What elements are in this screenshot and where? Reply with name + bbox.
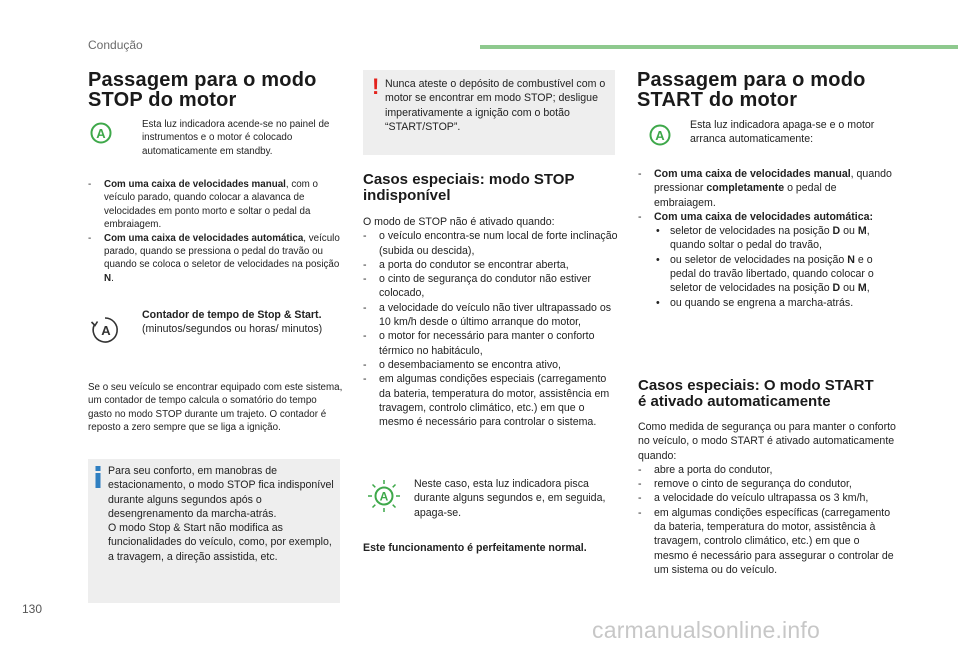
list-item: - abre a porta do condutor,: [638, 463, 773, 476]
list-intro: O modo de STOP não é ativado quando:: [363, 216, 555, 228]
stop-start-blink-icon: [364, 478, 404, 514]
counter-description: Se o seu veículo se encontrar equipado com este sistema, um contador de tempo calcula o somatório do tempo gasto no modo STOP durante um trajeto. O contador é reposto a zero sempre que se liga a ignição.: [88, 382, 343, 434]
info-box: [88, 459, 340, 603]
counter-subtitle: (minutos/segundos ou horas/ minutos): [142, 323, 323, 336]
sub-list-item: • seletor de velocidades na posição D ou M, quando soltar o pedal do travão,: [656, 225, 870, 252]
warning-text: Nunca ateste o depósito de combustível com o motor se encontrar em modo STOP; desligue imperativamente a ignição com o botão “START/STOP”.: [385, 78, 606, 133]
list-item: - o desembaciamento se encontra ativo,: [363, 358, 561, 371]
list-item: - remove o cinto de segurança do condutor,: [638, 478, 852, 491]
list-item: - Com uma caixa de velocidades automática:: [638, 210, 874, 223]
info-paragraph: O modo Stop & Start não modifica as funcionalidades do veículo, como, por exemplo, a travagem, a direção assistida, etc.: [108, 522, 332, 563]
svg-text:A: A: [96, 126, 106, 141]
section-title-stop-unavailable: Casos especiais: modo STOP indisponível: [363, 171, 575, 204]
section-title-stop: Passagem para o modo STOP do motor: [88, 69, 317, 111]
stop-indicator-text: Esta luz indicadora acende-se no painel de instrumentos e o motor é colocado automaticamente em standby.: [142, 119, 330, 157]
section-title-start-auto: Casos especiais: O modo START é ativado automaticamente: [638, 377, 874, 410]
info-paragraph: Para seu conforto, em manobras de estacionamento, o modo STOP fica indisponível durante alguns segundos após o desengrenamento da marcha-atrás.: [108, 465, 334, 520]
warning-icon: !: [372, 74, 380, 99]
warning-box: [363, 70, 615, 155]
stop-timer-icon: [89, 315, 121, 345]
stop-conditions-list: [88, 178, 343, 285]
stop-unavailable-list: [363, 215, 621, 429]
list-item: - a porta do condutor se encontrar aberta,: [363, 258, 569, 271]
stop-start-a-icon: [88, 122, 114, 144]
list-item: - em algumas condições especiais (carregamento da bateria, temperatura do motor, assistência em travagem, controlo climático, etc.) em que o mesmo é necessário para controlar o sistema.: [363, 373, 610, 429]
list-item: - Com uma caixa de velocidades manual, com o veículo parado, quando colocar a alavanca de velocidades em ponto morto e soltar o pedal da embraiagem.: [88, 179, 318, 231]
list-item: - o veículo encontra-se num local de forte inclinação (subida ou descida),: [363, 230, 618, 257]
chapter-title: Condução: [88, 38, 143, 52]
svg-text:A: A: [379, 489, 389, 504]
start-indicator-text: Esta luz indicadora apaga-se e o motor arranca automaticamente:: [690, 119, 875, 146]
list-item: - o cinto de segurança do condutor não estiver colocado,: [363, 273, 592, 300]
stop-start-a-icon: [647, 124, 673, 146]
watermark: carmanualsonline.info: [592, 617, 820, 643]
page-number: 130: [22, 602, 43, 616]
section-title-start: Passagem para o modo START do motor: [637, 69, 866, 111]
normal-operation-text: Este funcionamento é perfeitamente normal.: [363, 542, 587, 554]
sub-list-item: • ou seletor de velocidades na posição N e o pedal do travão libertado, quando colocar o seletor de velocidades na posição D ou M,: [656, 253, 874, 295]
list-item: - a velocidade do veículo ultrapassa os 3 km/h,: [638, 492, 869, 505]
blink-indicator-text: Neste caso, esta luz indicadora pisca durante alguns segundos e, em seguida, apaga-se.: [414, 478, 606, 519]
header-bar: [480, 45, 958, 49]
sub-list-item: • ou quando se engrena a marcha-atrás.: [656, 296, 854, 309]
list-item: - Com uma caixa de velocidades automática, veículo parado, quando se pressiona o pedal do travão ou quando se coloca o seletor de velocidades na posição N.: [88, 232, 340, 284]
list-item: - a velocidade do veículo não tiver ultrapassado os 10 km/h desde o último arranque do motor,: [363, 301, 612, 329]
svg-text:A: A: [655, 128, 665, 143]
counter-title: Contador de tempo de Stop & Start.: [142, 309, 322, 321]
info-icon: [95, 466, 101, 488]
list-intro: Como medida de segurança ou para manter o conforto no veículo, o modo START é ativado automaticamente quando:: [638, 421, 896, 462]
svg-text:A: A: [101, 323, 111, 338]
start-auto-list: [638, 420, 896, 577]
list-item: - o motor for necessário para manter o conforto térmico no habitáculo,: [363, 330, 595, 357]
list-item: - Com uma caixa de velocidades manual, quando pressionar completamente o pedal de embraiagem.: [638, 168, 892, 209]
stop-counter-label: [142, 308, 332, 337]
list-item: - em algumas condições específicas (carregamento da bateria, temperatura do motor, assistência à travagem, controlo climático, etc.) em que o mesmo é necessário para assegurar o controlar de um sistema ou do veículo.: [638, 506, 894, 576]
start-conditions-list: [638, 167, 896, 310]
